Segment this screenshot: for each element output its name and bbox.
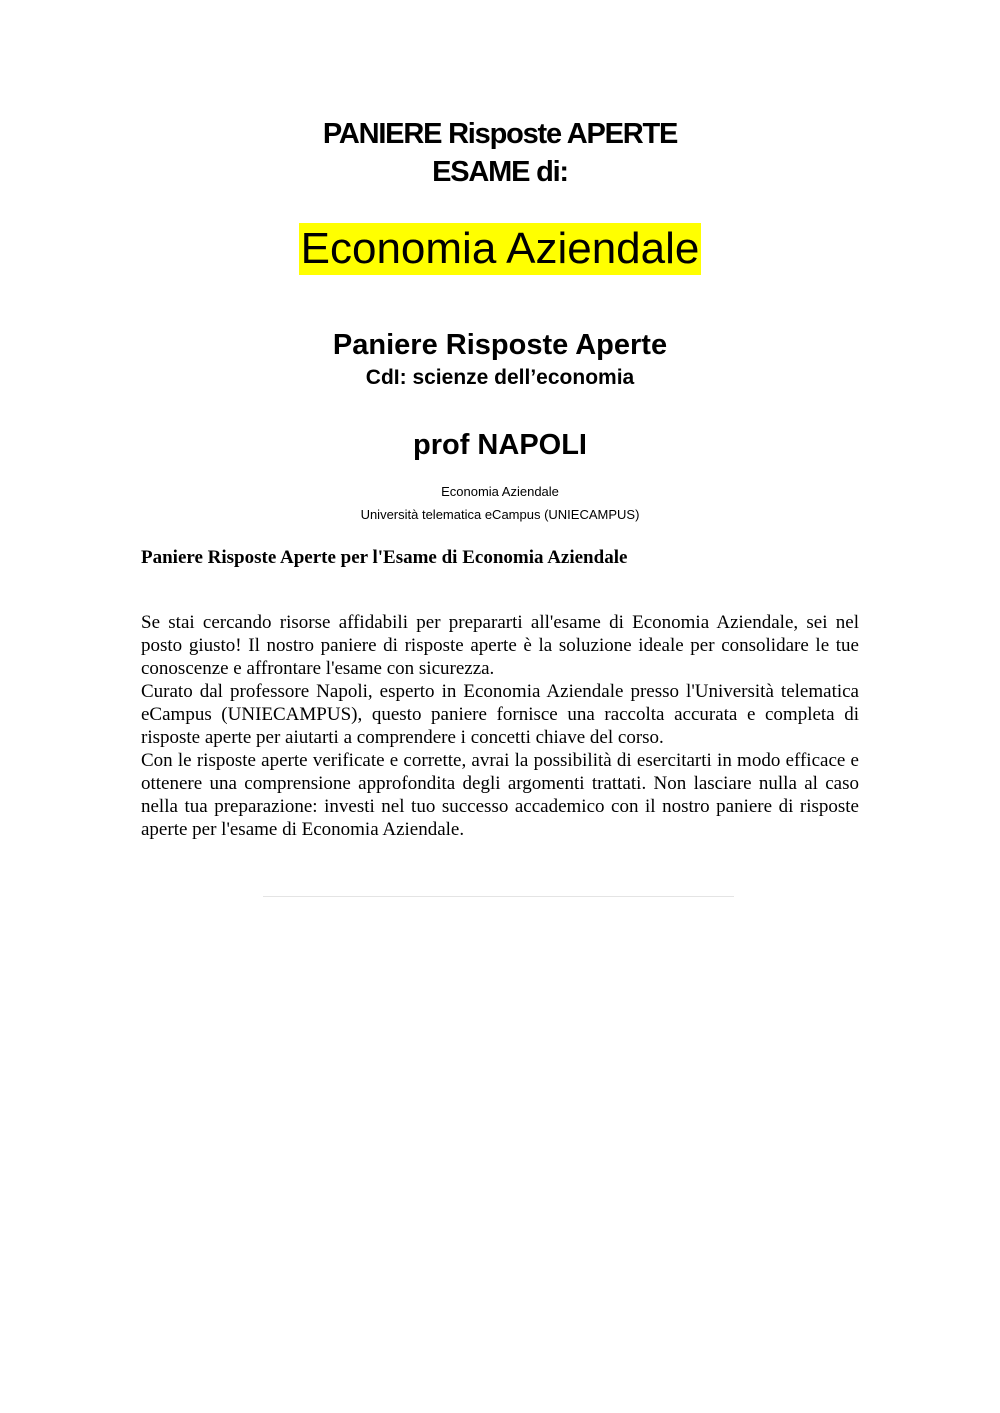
paragraph: Con le risposte aperte verificate e corrette, avrai la possibilità di esercitarti in modo efficace e ottenere una comprensione approfondita degli argomenti trattati. Non lasciare nulla al caso nella tua preparazione: investi nel tuo successo accademico con il nostro paniere di risposte aperte per l'esame di Economia Aziendale.	[141, 750, 859, 840]
header-line-2: ESAME di:	[432, 156, 568, 188]
professor-name: prof NAPOLI	[413, 429, 587, 461]
header-line-1: PANIERE Risposte APERTE	[322, 118, 678, 150]
title-container	[0, 223, 1000, 275]
info-subject: Economia Aziendale	[441, 484, 559, 499]
section-heading: Paniere Risposte Aperte per l'Esame di Economia Aziendale	[141, 547, 628, 568]
divider	[263, 896, 734, 897]
body-text	[141, 611, 859, 841]
page-title: Economia Aziendale	[300, 224, 700, 273]
paragraph: Se stai cercando risorse affidabili per prepararti all'esame di Economia Aziendale, sei nel posto giusto! Il nostro paniere di risposte aperte è la soluzione ideale per consolidare le tue conoscenze e affrontare l'esame con sicurezza.	[141, 612, 859, 679]
subtitle: Paniere Risposte Aperte	[332, 329, 668, 361]
paragraph: Curato dal professore Napoli, esperto in Economia Aziendale presso l'Università telematica eCampus (UNIECAMPUS), questo paniere fornisce una raccolta accurata e completa di risposte aperte per aiutarti a comprendere i concetti chiave del corso.	[141, 681, 859, 748]
course-label: CdI: scienze dell’economia	[365, 366, 635, 389]
info-university: Università telematica eCampus (UNIECAMPUS)	[360, 507, 640, 522]
